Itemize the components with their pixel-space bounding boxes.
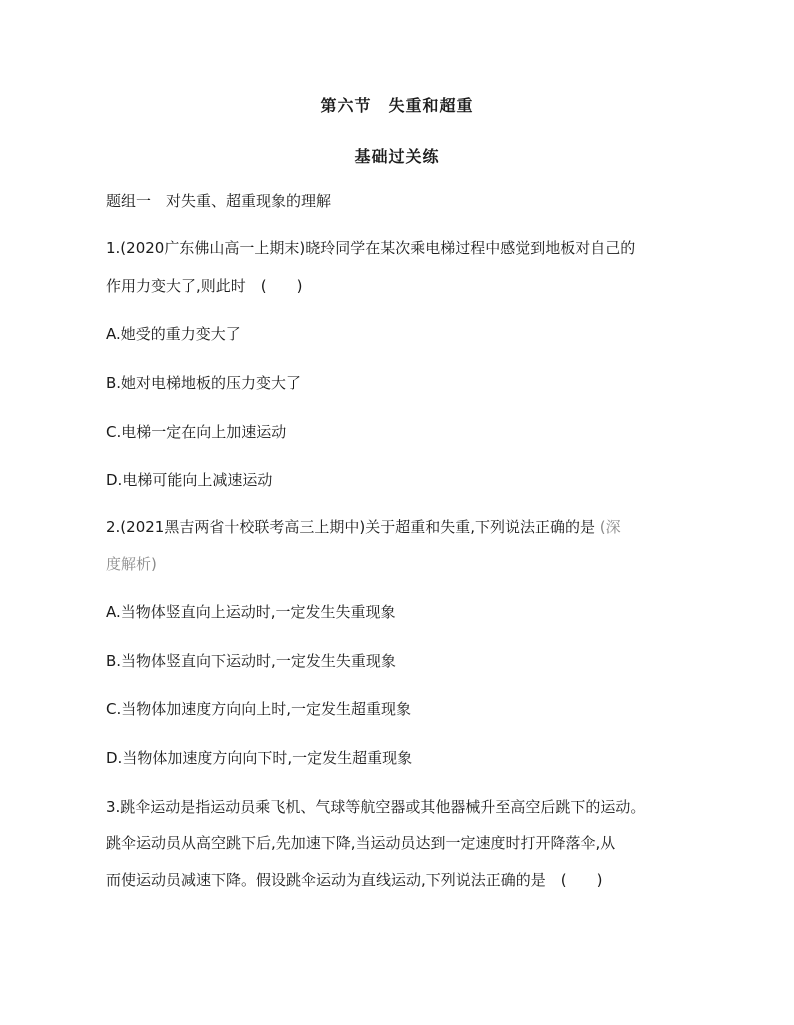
q2-option-d: D.当物体加速度方向向下时,一定发生超重现象 xyxy=(106,749,413,767)
q2-option-a: A.当物体竖直向上运动时,一定发生失重现象 xyxy=(106,603,396,621)
section-title: 第六节 失重和超重 xyxy=(320,96,474,115)
q2-stem-line2: 度解析) xyxy=(106,555,157,573)
q1-stem-line2: 作用力变大了,则此时 ( ) xyxy=(106,277,303,295)
q1-option-d: D.电梯可能向上减速运动 xyxy=(106,471,273,489)
q1-stem-line1: 1.(2020广东佛山高一上期末)晓玲同学在某次乘电梯过程中感觉到地板对自己的 xyxy=(106,239,636,257)
q2-stem-text: 2.(2021黑吉两省十校联考高三上期中)关于超重和失重,下列说法正确的是 xyxy=(106,518,595,536)
q2-stem-line1 xyxy=(106,517,621,537)
q1-option-c: C.电梯一定在向上加速运动 xyxy=(106,423,287,441)
q1-option-a: A.她受的重力变大了 xyxy=(106,325,241,343)
q3-stem-line2: 跳伞运动员从高空跳下后,先加速下降,当运动员达到一定速度时打开降落伞,从 xyxy=(106,834,616,852)
q3-stem-line1: 3.跳伞运动是指运动员乘飞机、气球等航空器或其他器械升至高空后跳下的运动。 xyxy=(106,798,646,816)
q2-option-b: B.当物体竖直向下运动时,一定发生失重现象 xyxy=(106,652,396,670)
section-subtitle: 基础过关练 xyxy=(354,147,440,166)
q3-stem-line3: 而使运动员减速下降。假设跳伞运动为直线运动,下列说法正确的是 ( ) xyxy=(106,871,603,889)
q2-stem-tail: (深 xyxy=(599,518,621,536)
question-group-label: 题组一 对失重、超重现象的理解 xyxy=(106,192,332,210)
q2-option-c: C.当物体加速度方向向上时,一定发生超重现象 xyxy=(106,700,412,718)
q1-option-b: B.她对电梯地板的压力变大了 xyxy=(106,374,302,392)
